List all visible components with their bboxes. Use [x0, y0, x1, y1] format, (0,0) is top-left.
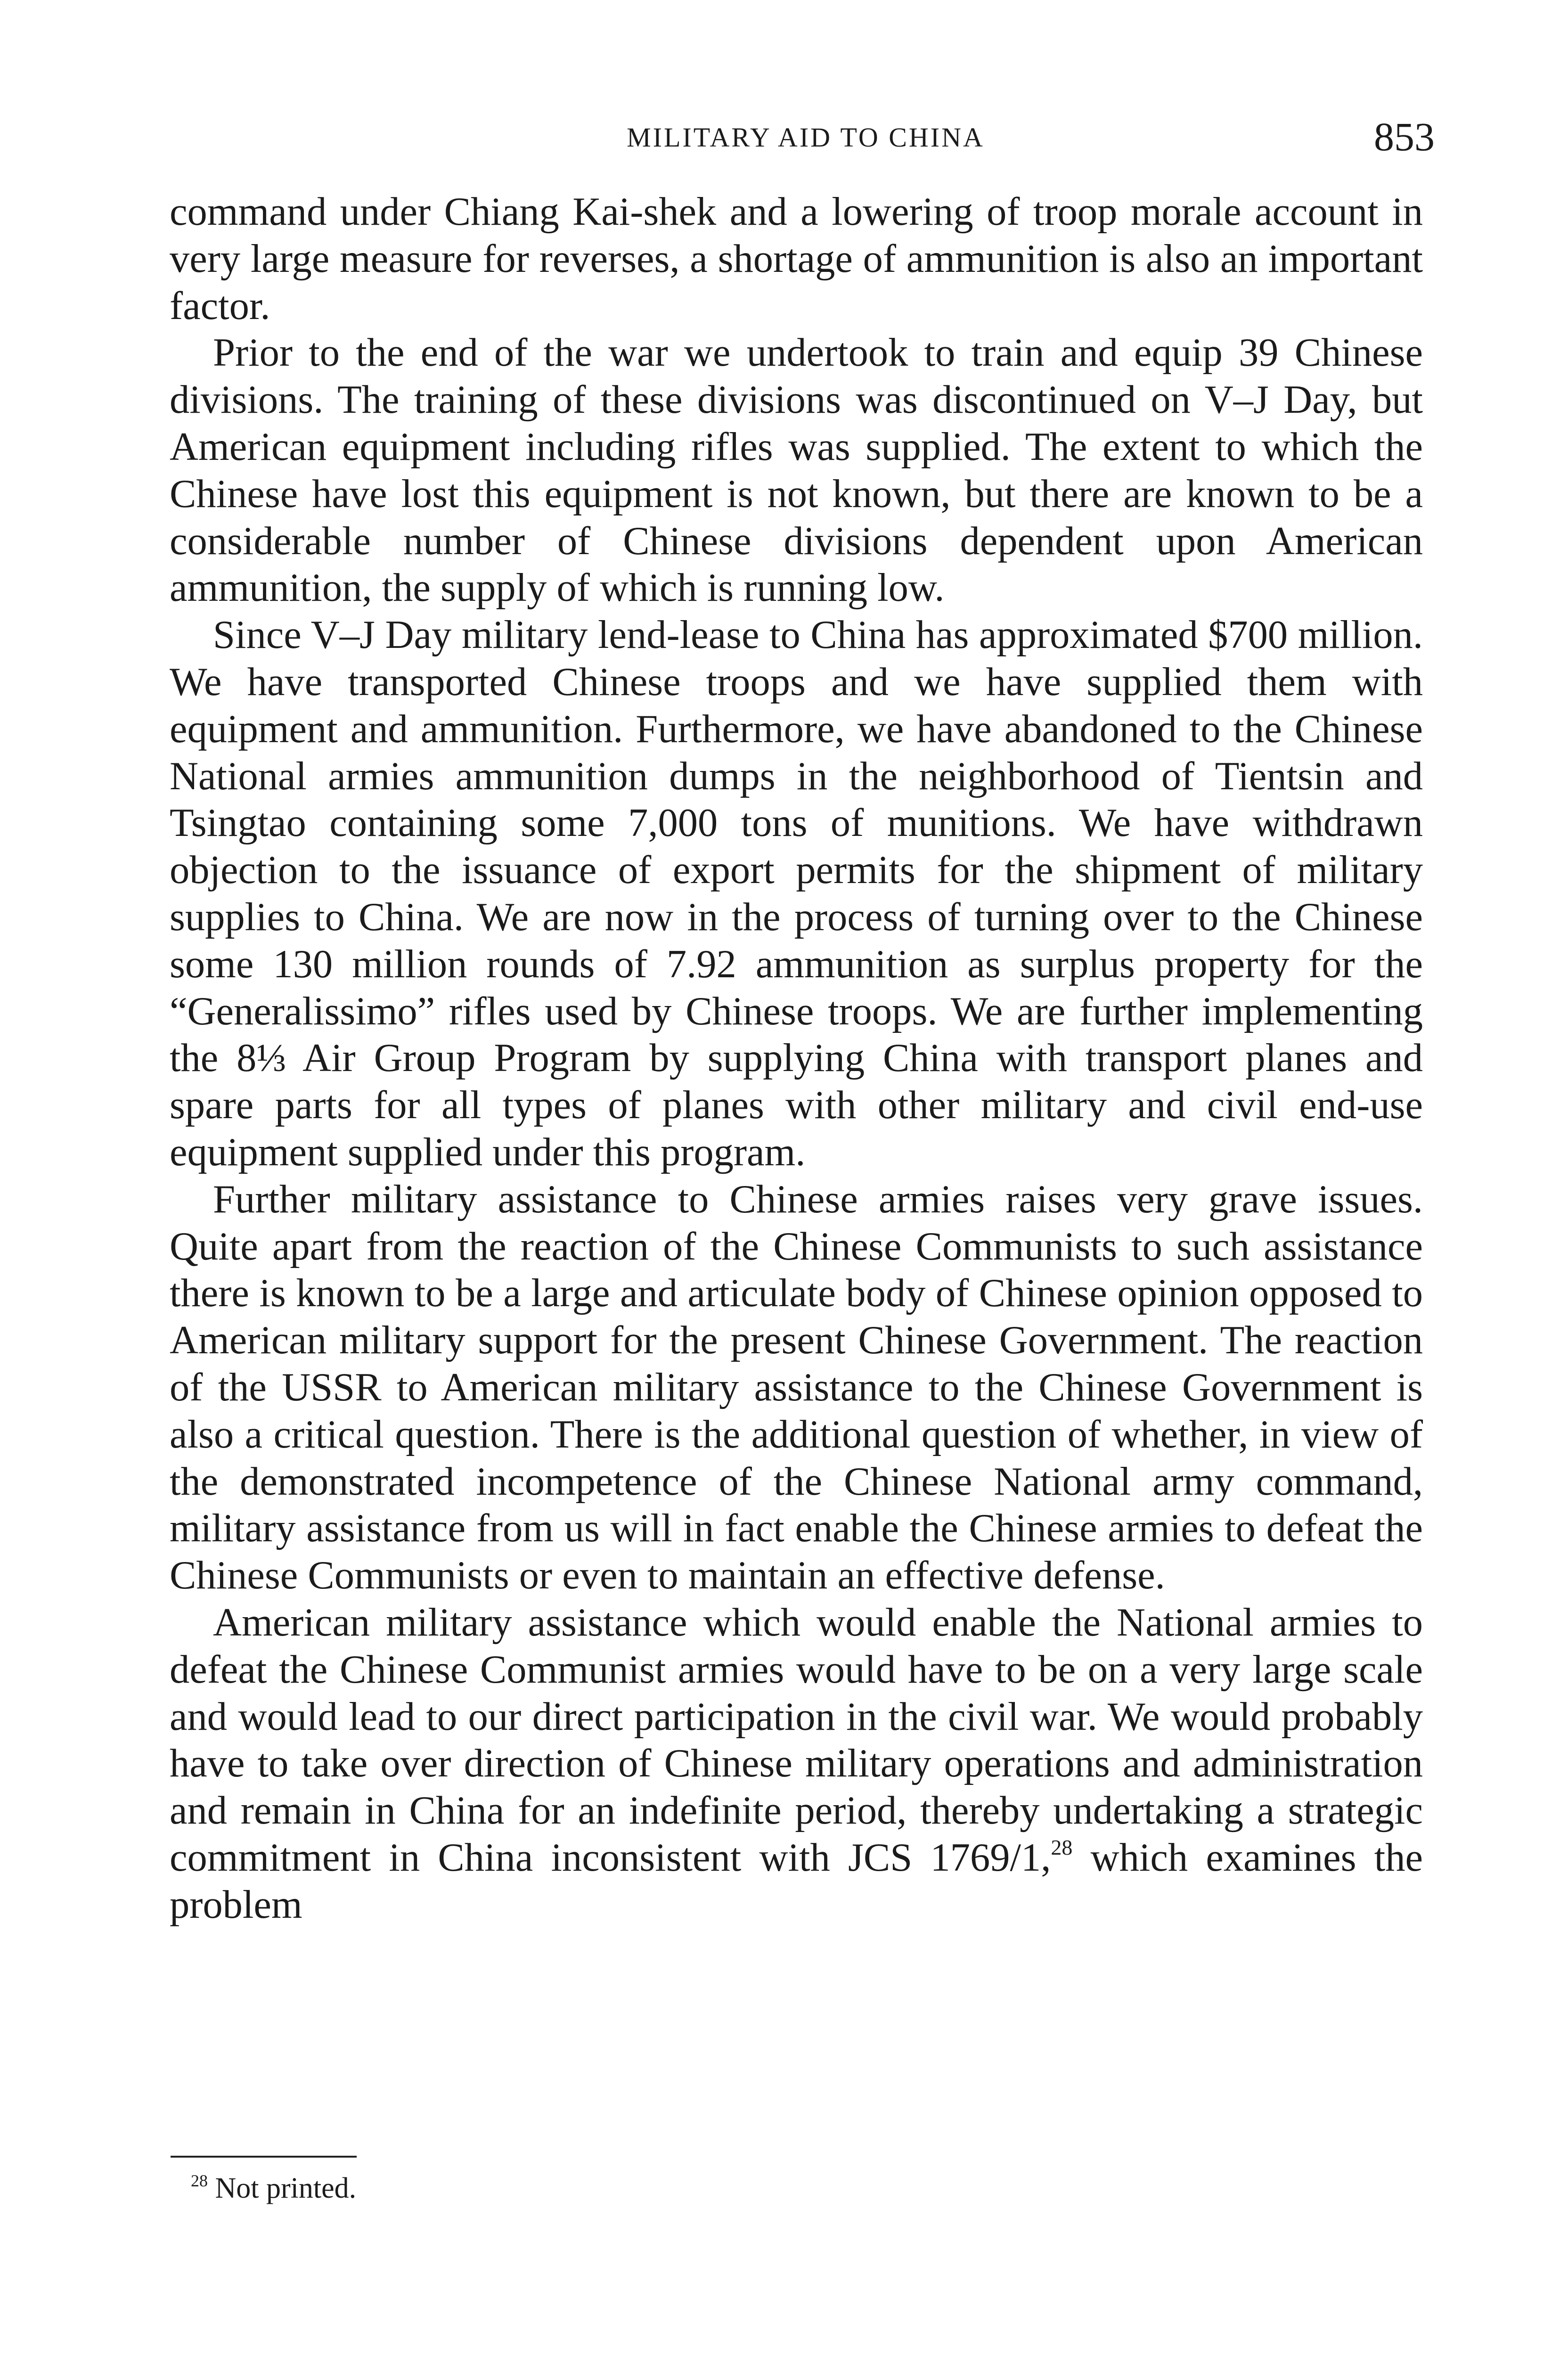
paragraph: command under Chiang Kai-shek and a lowering of troop morale account in very large measure for reverses, a shortage of ammunition is also an important factor.: [170, 190, 1423, 328]
paragraph-text: American military assistance which would enable the National armies to defeat the Chinese Communist armies would have to be on a very large scale and would lead to our direct participation in the civil war. We would probably have to take over direction of Chinese military operations and administration and remain in China for an indefinite period, thereby undertaking a strategic commitment in China inconsistent with JCS 1769/1,: [170, 1600, 1423, 1880]
paragraph: Further military assistance to Chinese armies raises very grave issues. Quite apart from the reaction of the Chinese Communists to such assistance there is known to be a large and articulate body of Chinese opinion opposed to American military support for the present Chinese Government. The reaction of the USSR to American military assistance to the Chinese Government is also a critical question. There is the additional question of whether, in view of the demonstrated incompetence of the Chinese National army command, military assistance from us will in fact enable the Chinese armies to defeat the Chinese Communists or even to maintain an effective defense.: [170, 1177, 1423, 1598]
page-number: 853: [1374, 114, 1435, 159]
paragraph-text-continued: which examines the problem: [170, 1835, 1423, 1927]
footnote-text: Not printed.: [208, 2172, 357, 2204]
footnote: [191, 2171, 356, 2205]
running-title: MILITARY AID TO CHINA: [627, 122, 985, 153]
running-head: [177, 113, 1435, 165]
paragraph-with-footnote-ref: [170, 1599, 1423, 1929]
footnote-divider: [171, 2156, 357, 2158]
footnote-reference[interactable]: 28: [1051, 1835, 1073, 1859]
paragraph: Since V–J Day military lend-lease to China has approximated $700 million. We have transported Chinese troops and we have supplied them with equipment and ammunition. Furthermore, we have abandoned to the Chinese National armies ammunition dumps in the neighborhood of Tientsin and Tsingtao containing some 7,000 tons of munitions. We have withdrawn objection to the issuance of export permits for the shipment of military supplies to China. We are now in the process of turning over to the Chinese some 130 million rounds of 7.92 ammunition as surplus property for the “Generalissimo” rifles used by Chinese troops. We are further implementing the 8⅓ Air Group Program by supplying China with transport planes and spare parts for all types of planes with other military and civil end-use equipment supplied under this program.: [170, 613, 1423, 1174]
footnote-mark: 28: [191, 2171, 208, 2190]
body-text: [170, 188, 1423, 1928]
paragraph: Prior to the end of the war we undertook to train and equip 39 Chinese divisions. The training of these divisions was discontinued on V–J Day, but American equipment including rifles was supplied. The extent to which the Chinese have lost this equipment is not known, but there are known to be a considerable number of Chinese divisions dependent upon American ammunition, the supply of which is running low.: [170, 331, 1423, 610]
